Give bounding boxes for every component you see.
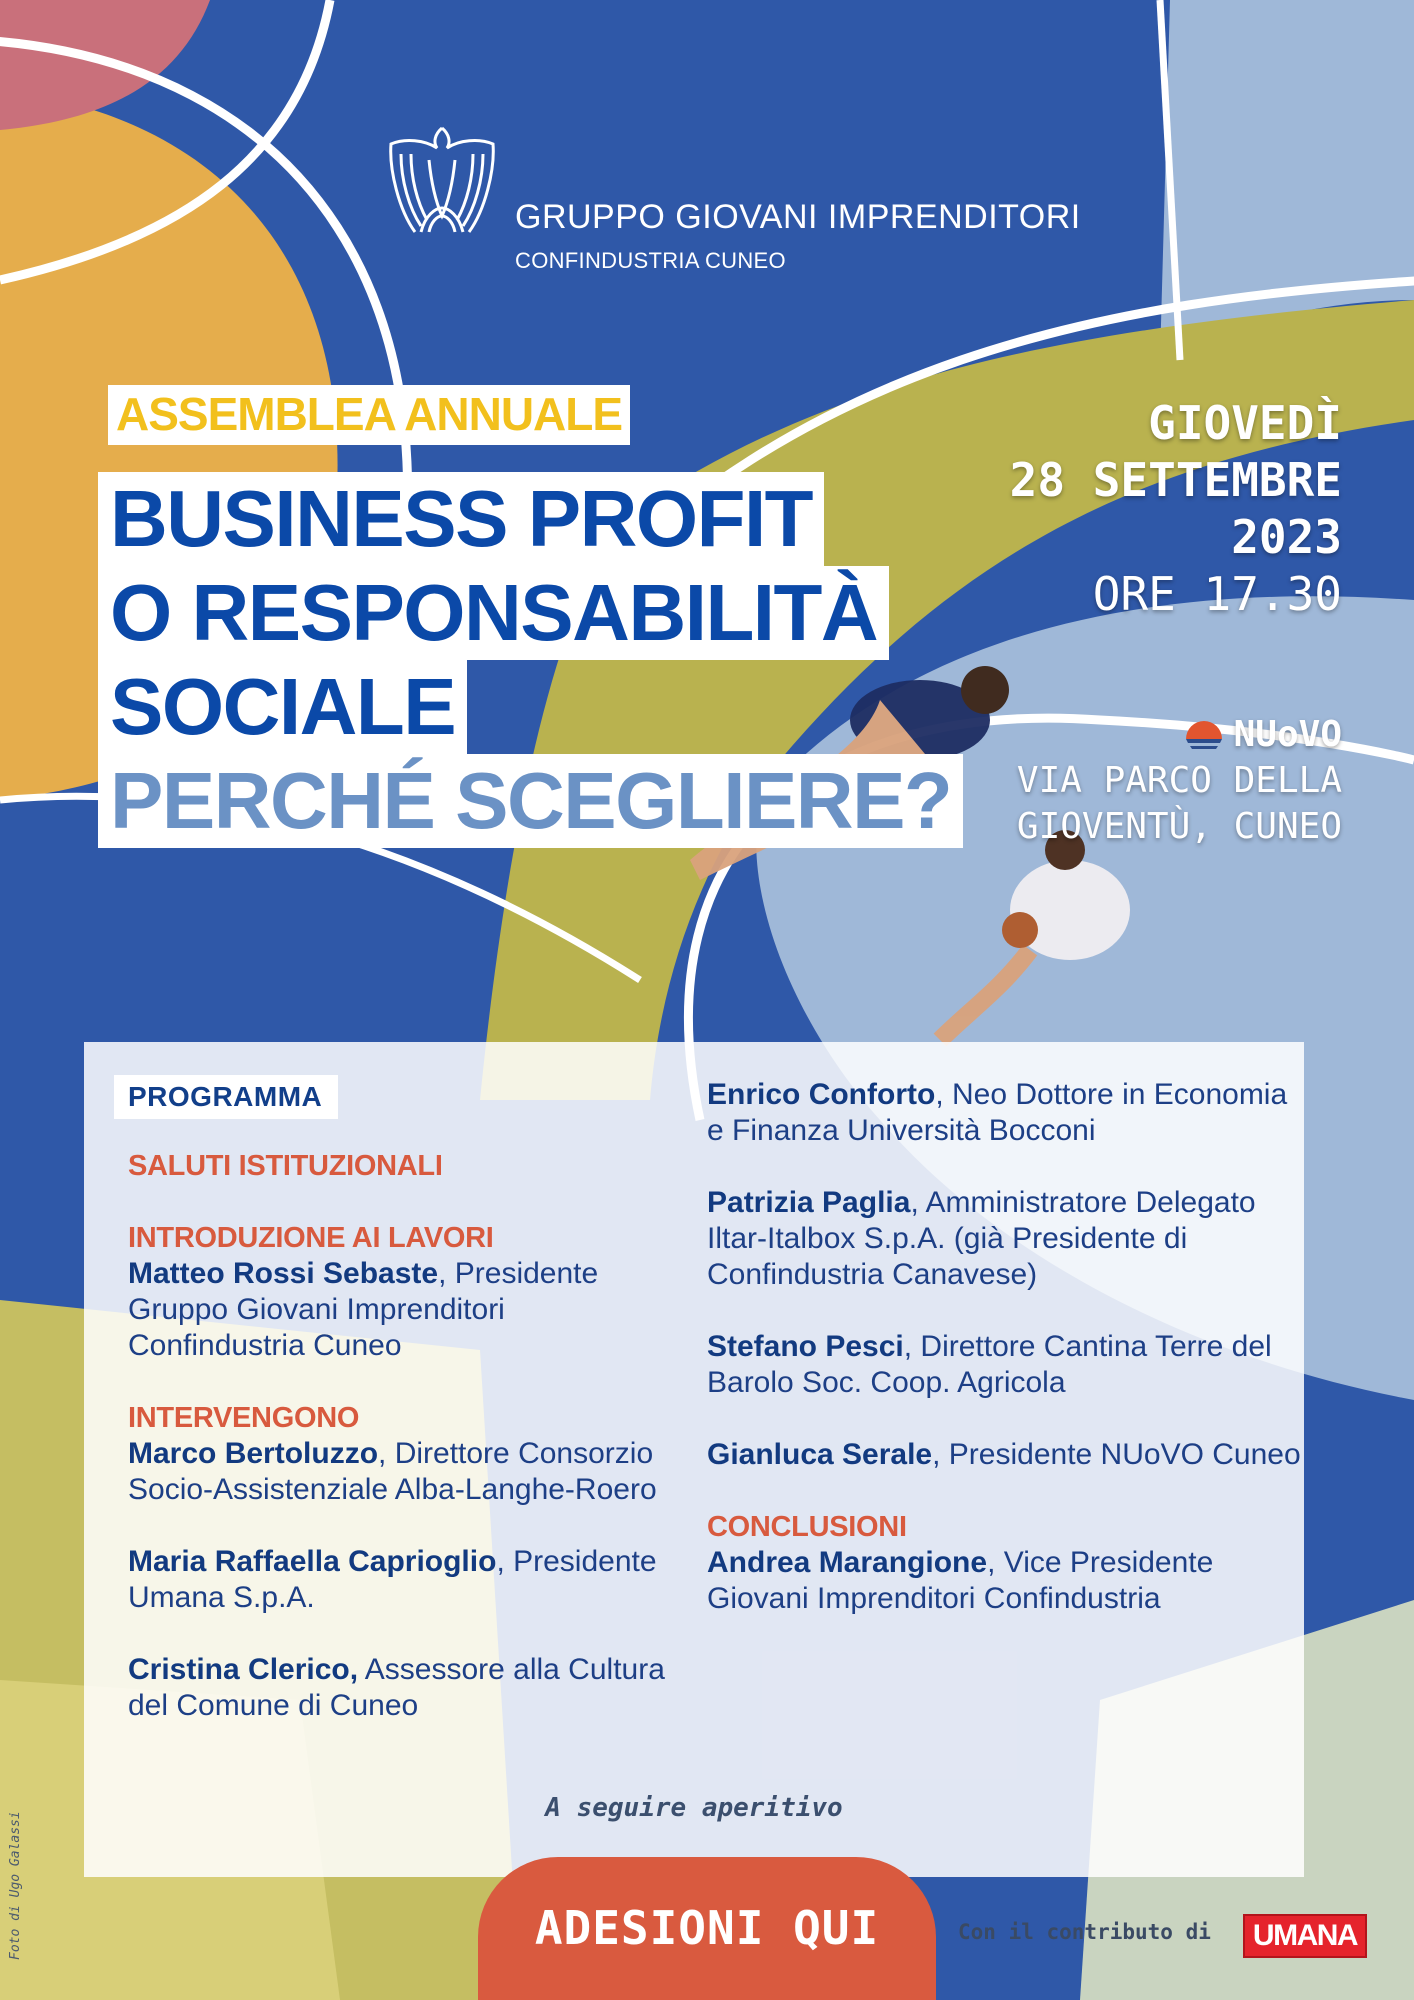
- program-section-label: SALUTI ISTITUZIONALI: [128, 1150, 443, 1182]
- headline-line-3: SOCIALE: [98, 660, 467, 754]
- event-year: 2023: [1231, 510, 1342, 564]
- speaker-name: Gianluca Serale: [707, 1438, 933, 1471]
- speaker-entry: [707, 1545, 1302, 1617]
- program-item: [128, 1400, 688, 1508]
- venue-brand: [1184, 712, 1342, 758]
- speaker-entry: [707, 1437, 1302, 1473]
- speaker-name: Andrea Marangione: [707, 1546, 988, 1579]
- program-column-left: [128, 1148, 688, 1760]
- program-item: [707, 1329, 1302, 1401]
- eagle-icon: [385, 120, 500, 240]
- speaker-name: Marco Bertoluzzo: [128, 1437, 379, 1470]
- program-item: [707, 1077, 1302, 1149]
- logo-title: GRUPPO GIOVANI IMPRENDITORI: [515, 198, 1081, 236]
- event-time: ORE 17.30: [1092, 567, 1342, 621]
- program-section-label: CONCLUSIONI: [707, 1511, 907, 1543]
- speaker-entry: [128, 1544, 688, 1616]
- sponsor-caption: Con il contributo di: [958, 1920, 1211, 1944]
- program-item: [128, 1220, 688, 1364]
- program-item: [128, 1544, 688, 1616]
- program-item: [128, 1652, 688, 1724]
- speaker-entry: [707, 1185, 1302, 1293]
- program-footer: A seguire aperitivo: [545, 1793, 843, 1823]
- speaker-role: , Presidente Umana S.p.A.: [128, 1545, 657, 1614]
- program-column-right: [707, 1077, 1302, 1653]
- program-item: [707, 1437, 1302, 1473]
- photo-credit: Foto di Ugo Galassi: [8, 1811, 23, 1960]
- headline-line-2: O RESPONSABILITÀ: [98, 566, 889, 660]
- event-kicker: ASSEMBLEA ANNUALE: [108, 385, 630, 445]
- speaker-role: , Amministratore Delegato Iltar-Italbox S.p.A. (già Presidente di Confindustria Canavese): [707, 1186, 1256, 1291]
- venue-address-line-2: GIOVENTÙ, CUNEO: [1016, 806, 1342, 847]
- speaker-entry: [128, 1256, 688, 1364]
- event-date: 28 SETTEMBRE: [1009, 453, 1342, 507]
- register-button[interactable]: ADESIONI QUI: [478, 1857, 936, 2000]
- speaker-name: Maria Raffaella Caprioglio: [128, 1545, 497, 1578]
- speaker-name: Enrico Conforto: [707, 1078, 936, 1111]
- speaker-entry: [128, 1436, 688, 1508]
- venue-address-line-1: VIA PARCO DELLA: [1016, 760, 1342, 801]
- speaker-name: Cristina Clerico,: [128, 1653, 359, 1686]
- program-section-label: INTERVENGONO: [128, 1402, 360, 1434]
- speaker-name: Matteo Rossi Sebaste: [128, 1257, 439, 1290]
- speaker-name: Patrizia Paglia: [707, 1186, 911, 1219]
- speaker-role: , Presidente NUoVO Cuneo: [932, 1438, 1301, 1471]
- venue-logo-icon: [1184, 719, 1224, 751]
- program-title: PROGRAMMA: [114, 1075, 338, 1119]
- event-datetime: [1010, 395, 1342, 623]
- speaker-entry: [128, 1652, 688, 1724]
- speaker-name: Stefano Pesci: [707, 1330, 904, 1363]
- speaker-role: , Direttore Cantina Terre del Barolo Soc. Coop. Agricola: [707, 1330, 1272, 1399]
- sponsor-logo: UMANA: [1243, 1914, 1367, 1958]
- speaker-entry: [707, 1077, 1302, 1149]
- program-item: [707, 1509, 1302, 1617]
- program-section-label: INTRODUZIONE AI LAVORI: [128, 1222, 494, 1254]
- speaker-role: , Direttore Consorzio Socio-Assistenziale Alba-Langhe-Roero: [128, 1437, 657, 1506]
- event-day: GIOVEDÌ: [1148, 396, 1342, 450]
- venue-brand-name: NUoVO: [1233, 714, 1342, 755]
- program-item: [128, 1148, 688, 1184]
- speaker-entry: [707, 1329, 1302, 1401]
- organization-logo: [385, 120, 1081, 280]
- speaker-role: Assessore alla Cultura del Comune di Cuneo: [128, 1653, 665, 1722]
- headline-line-1: BUSINESS PROFIT: [98, 472, 824, 566]
- speaker-role: , Vice Presidente Giovani Imprenditori Confindustria: [707, 1546, 1214, 1615]
- program-item: [707, 1185, 1302, 1293]
- event-venue: [1017, 712, 1342, 850]
- speaker-role: , Neo Dottore in Economia e Finanza Università Bocconi: [707, 1078, 1288, 1147]
- headline-line-4: PERCHÉ SCEGLIERE?: [98, 754, 963, 848]
- logo-subtitle: CONFINDUSTRIA CUNEO: [515, 248, 786, 273]
- speaker-role: , Presidente Gruppo Giovani Imprenditori Confindustria Cuneo: [128, 1257, 599, 1362]
